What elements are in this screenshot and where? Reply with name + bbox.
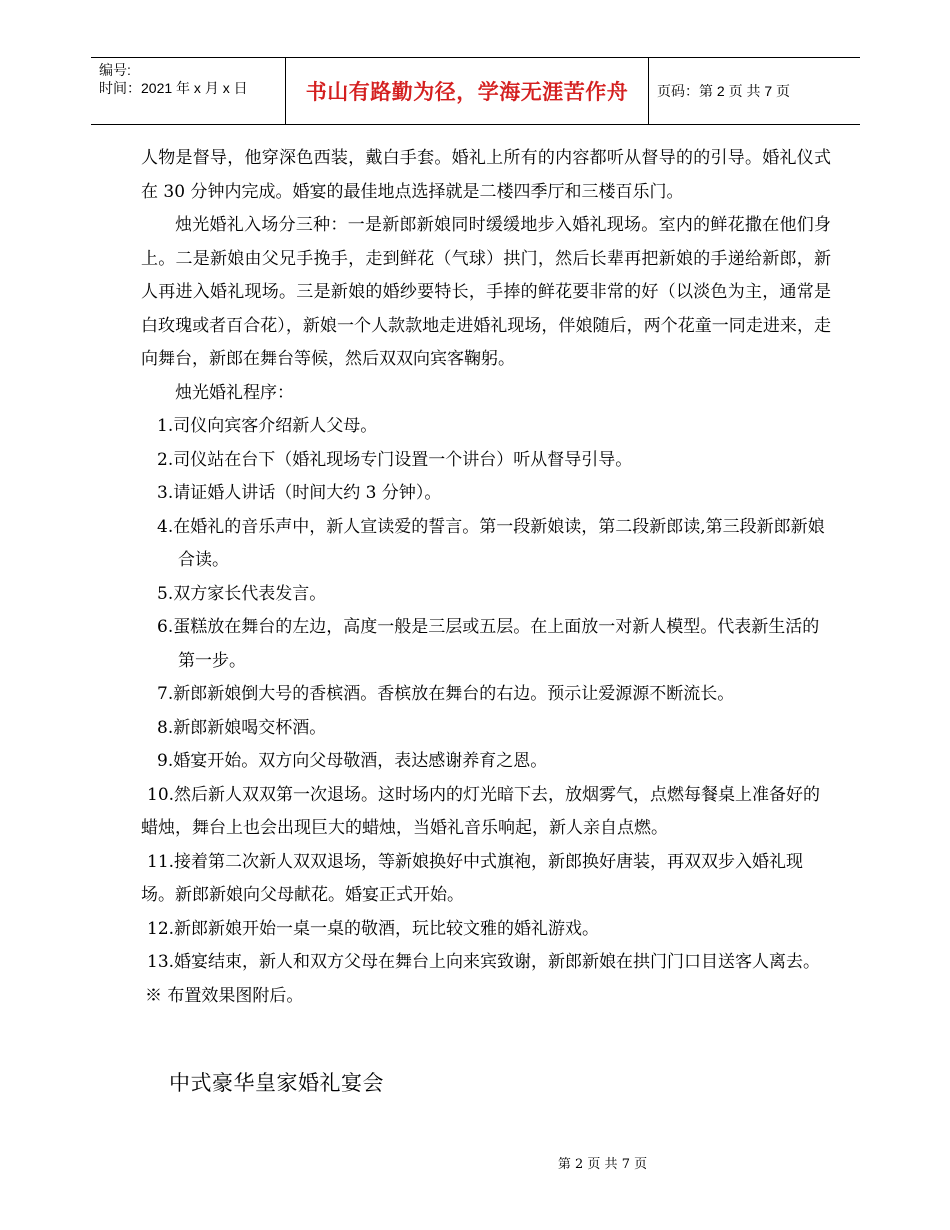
document-body xyxy=(141,142,831,1013)
header-meta xyxy=(91,58,286,124)
page-footer xyxy=(0,1153,950,1172)
program-item: 11.接着第二次新人双双退场，等新娘换好中式旗袍，新郎换好唐装，再双双步入婚礼现场。新郎新娘向父母献花。婚宴正式开始。 xyxy=(141,851,804,905)
header-page-info xyxy=(649,58,860,124)
program-heading: 烛光婚礼程序： xyxy=(175,382,294,403)
program-item: 2.司仪站在台下（婚礼现场专门设置一个讲台）听从督导引导。 xyxy=(157,449,633,470)
program-item: 4.在婚礼的音乐声中，新人宣读爱的誓言。第一段新娘读，第二段新郎读,第三段新郎新娘合读。 xyxy=(157,516,825,570)
program-item: 9.婚宴开始。双方向父母敬酒，表达感谢养育之恩。 xyxy=(157,751,548,771)
program-item: 12.新郎新娘开始一桌一桌的敬酒，玩比较文雅的婚礼游戏。 xyxy=(147,918,600,939)
page-info-text: 页码：第 2 页 共 7 页 xyxy=(657,83,791,99)
footer-page-number: 第 2 页 共 7 页 xyxy=(557,1157,648,1172)
program-item: 10.然后新人双双第一次退场。这时场内的灯光暗下去，放烟雾气，点燃每餐桌上准备好的蜡烛，舞台上也会出现巨大的蜡烛，当婚礼音乐响起，新人亲自点燃。 xyxy=(141,784,821,838)
program-item: 3.请证婚人讲话（时间大约 3 分钟）。 xyxy=(157,483,442,503)
header-motto: 书山有路勤为径，学海无涯苦作舟 xyxy=(305,81,629,104)
program-item: 13.婚宴结束，新人和双方父母在舞台上向来宾致谢，新郎新娘在拱门门口目送客人离去。 xyxy=(147,952,821,972)
document-number-label: 编号: xyxy=(99,62,131,78)
program-item: 5.双方家长代表发言。 xyxy=(157,583,327,604)
page-header xyxy=(91,57,860,125)
layout-note: ※ 布置效果图附后。 xyxy=(145,985,304,1006)
document-time: 时间：2021 年 x 月 x 日 xyxy=(99,80,248,96)
paragraph-entrance-types: 烛光婚礼入场分三种：一是新郎新娘同时缓缓地步入婚礼现场。室内的鲜花撒在他们身上。二是新娘由父兄手挽手，走到鲜花（气球）拱门，然后长辈再把新娘的手递给新郎，新人再进入婚礼现场。三是新娘的婚纱要特长，手捧的鲜花要非常的好（以淡色为主，通常是白玫瑰或者百合花），新娘一个人款款地走进婚礼现场，伴娘随后，两个花童一同走进来，走向舞台，新郎在舞台等候，然后双双向宾客鞠躬。 xyxy=(141,215,831,369)
section-title: 中式豪华皇家婚礼宴会 xyxy=(169,1071,384,1095)
program-item: 6.蛋糕放在舞台的左边，高度一般是三层或五层。在上面放一对新人模型。代表新生活的第一步。 xyxy=(157,617,820,671)
paragraph-supervisor: 人物是督导，他穿深色西装，戴白手套。婚礼上所有的内容都听从督导的的引导。婚礼仪式在 30 分钟内完成。婚宴的最佳地点选择就是二楼四季厅和三楼百乐门。 xyxy=(141,148,831,202)
program-item: 8.新郎新娘喝交杯酒。 xyxy=(157,717,327,738)
header-motto-cell xyxy=(286,58,649,124)
program-item: 7.新郎新娘倒大号的香槟酒。香槟放在舞台的右边。预示让爱源源不断流长。 xyxy=(157,684,735,704)
program-item: 1.司仪向宾客介绍新人父母。 xyxy=(157,416,378,436)
